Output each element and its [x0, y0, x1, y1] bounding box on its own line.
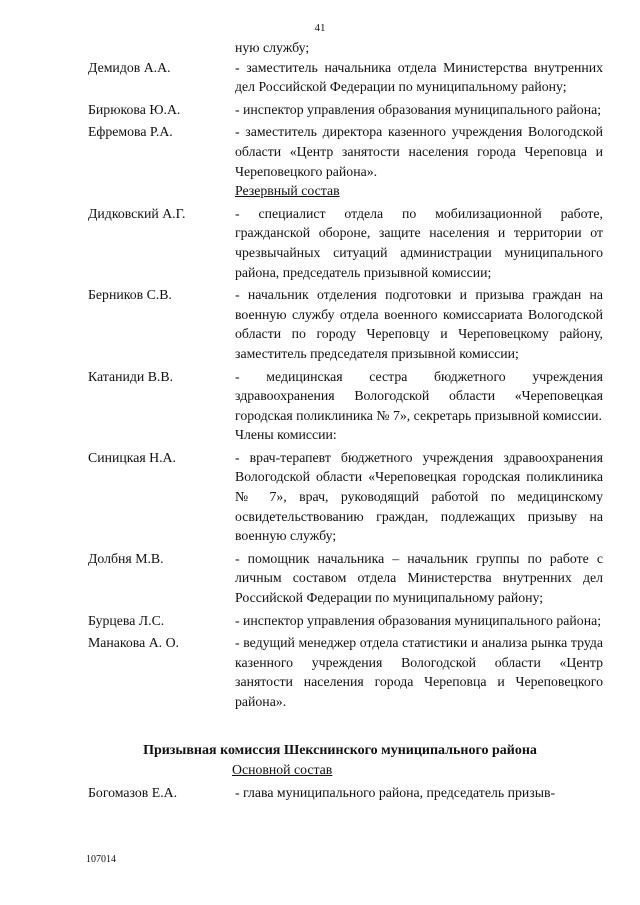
member-name: Бурцева Л.С.	[88, 612, 165, 628]
member-role: - заместитель директора казенного учреждения Вологодской области «Центр занятости населения города Череповца и Череповецкого района».	[235, 124, 603, 179]
member-name: Богомазов Е.А.	[88, 784, 178, 800]
members-header: Члены комиссии:	[235, 427, 337, 443]
member-row	[0, 549, 640, 608]
member-name: Манакова А. О.	[88, 635, 179, 651]
document-body	[0, 38, 640, 802]
member-row	[0, 633, 640, 711]
member-row	[0, 122, 640, 181]
member-name: Синицкая Н.А.	[88, 449, 176, 465]
member-name: Катаниди В.В.	[88, 368, 174, 384]
member-row	[0, 100, 640, 120]
member-role: - заместитель начальника отдела Министерства внутренних дел Российской Федерации по муниципальному району;	[235, 59, 603, 95]
member-role: - специалист отдела по мобилизационной работе, гражданской обороне, защите населения и территории от чрезвычайных ситуаций администрации муниципального района, председатель призывной комиссии;	[235, 205, 603, 280]
member-name: Ефремова Р.А.	[88, 124, 173, 140]
continuation-text: ную службу;	[235, 40, 310, 55]
main-composition-header: Основной состав	[232, 762, 333, 778]
section-title: Призывная комиссия Шекснинского муниципального района	[143, 742, 537, 758]
member-role: - глава муниципального района, председатель призыв-	[235, 784, 556, 800]
member-role: - помощник начальника – начальник группы по работе с личным составом отдела Министерства внутренних дел Российской Федерации по муниципальному району;	[235, 550, 603, 606]
member-name: Демидов А.А.	[88, 59, 171, 75]
member-row	[0, 448, 640, 546]
page-id: 107014	[86, 854, 116, 865]
member-name: Бирюкова Ю.А.	[88, 101, 181, 117]
member-name: Долбня М.В.	[88, 550, 164, 566]
member-row	[0, 285, 640, 363]
member-row	[0, 204, 640, 282]
member-role: - начальник отделения подготовки и призыва граждан на военную службу отдела военного комиссариата Вологодской области по городу Череповцу и Череповецкому району, заместитель председателя призывной комиссии;	[235, 287, 603, 361]
member-name: Дидковский А.Г.	[88, 205, 186, 221]
member-role: - ведущий менеджер отдела статистики и анализа рынка труда казенного учреждения Вологодской области «Центр занятости населения города Череповца и Череповецкого района».	[235, 635, 603, 709]
page-number: 41	[314, 22, 326, 34]
member-name: Берников С.В.	[88, 287, 172, 303]
member-row	[0, 58, 640, 97]
member-role: - инспектор управления образования муниципального района;	[235, 612, 602, 628]
member-role: - медицинская сестра бюджетного учреждения здравоохранения Вологодской области «Череповецкая городская поликлиника № 7», секретарь призывной комиссии.	[235, 368, 603, 423]
member-role: - инспектор управления образования муниципального района;	[235, 101, 602, 117]
member-row	[0, 367, 640, 426]
member-role: - врач-терапевт бюджетного учреждения здравоохранения Вологодской области «Череповецкая городская поликлиника № 7», врач, руководящий работой по медицинскому освидетельствованию граждан, подлежащих призыву на военную службу;	[235, 449, 603, 544]
member-row	[0, 611, 640, 631]
member-row	[0, 783, 640, 803]
reserve-header: Резервный состав	[235, 183, 340, 199]
